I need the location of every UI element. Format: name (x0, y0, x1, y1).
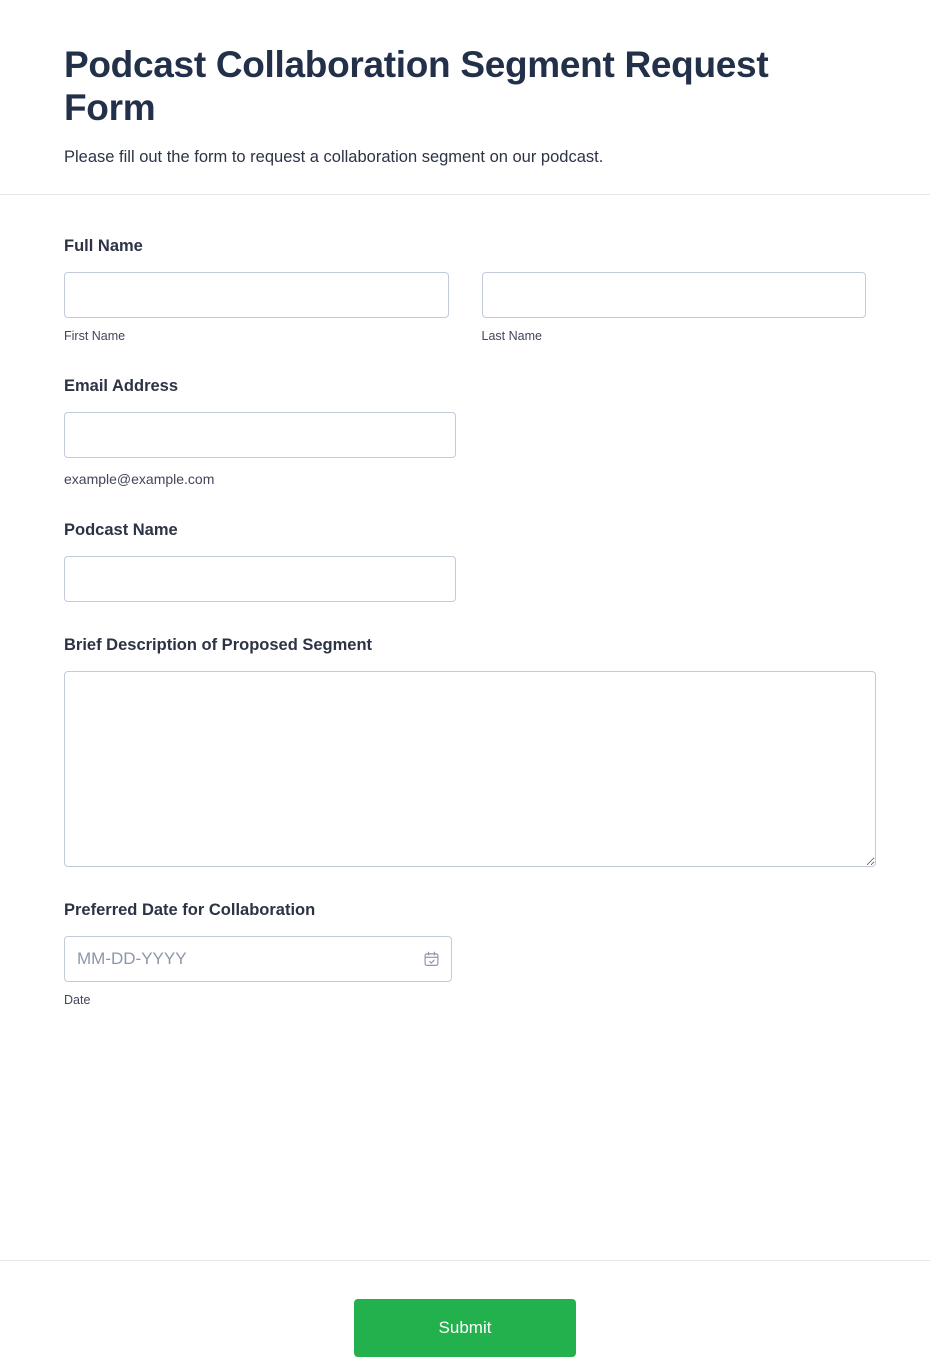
email-col (64, 412, 456, 487)
description-label: Brief Description of Proposed Segment (64, 636, 373, 655)
first-name-input[interactable] (64, 272, 449, 318)
field-full-name (64, 237, 866, 343)
field-email-address (64, 377, 866, 487)
full-name-label: Full Name (64, 237, 143, 256)
email-input[interactable] (64, 412, 456, 458)
field-podcast-name (64, 521, 866, 602)
preferred-date-wrap (64, 936, 452, 982)
submit-button[interactable]: Submit (354, 1299, 576, 1357)
preferred-date-input[interactable] (64, 936, 452, 982)
full-name-row (64, 272, 866, 343)
form-footer (0, 1260, 930, 1357)
last-name-sublabel: Last Name (481, 329, 542, 344)
preferred-date-sublabel: Date (64, 993, 91, 1008)
first-name-sublabel: First Name (64, 329, 126, 344)
field-preferred-date (64, 901, 866, 1007)
form-body (0, 195, 930, 1260)
last-name-input[interactable] (482, 272, 867, 318)
form-subtitle: Please fill out the form to request a collaboration segment on our podcast. (64, 147, 604, 166)
form-header (0, 0, 930, 195)
podcast-name-input[interactable] (64, 556, 456, 602)
preferred-date-label: Preferred Date for Collaboration (64, 901, 316, 920)
last-name-col (482, 272, 867, 343)
podcast-name-label: Podcast Name (64, 521, 178, 540)
field-segment-description (64, 636, 866, 867)
email-sublabel: example@example.com (64, 471, 215, 488)
email-label: Email Address (64, 377, 179, 396)
page-title: Podcast Collaboration Segment Request Form (64, 44, 769, 128)
podcast-name-col (64, 556, 456, 602)
first-name-col (64, 272, 449, 343)
description-textarea[interactable] (64, 671, 876, 867)
